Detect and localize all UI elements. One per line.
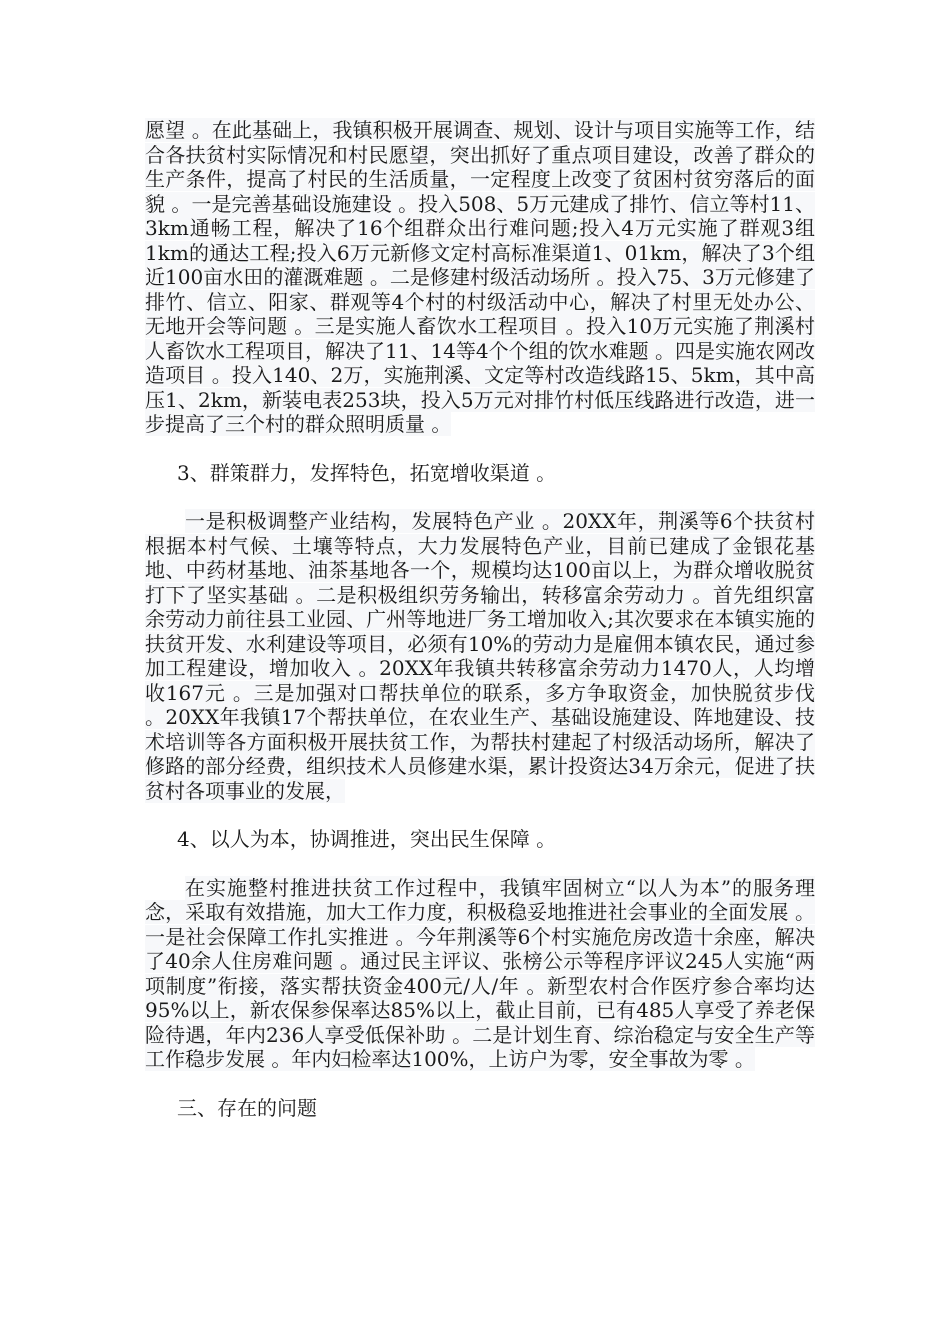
section-heading-income: 3、群策群力，发挥特色，拓宽增收渠道 。	[177, 460, 557, 485]
paragraph-text: 愿望 。在此基础上，我镇积极开展调查、规划、设计与项目实施等工作，结合各扶贫村实际情况和村民愿望，突出抓好了重点项目建设，改善了群众的生产条件，提高了村民的生活质量，一定程度上改变了贫困村贫穷落后的面貌 。一是完善基础设施建设 。投入508、5万元建成了排竹、信立等村11、3km通畅工程，解决了16个组群众出行难问题;投入4万元实施了群观3组1km的通达工程;投入6万元新修文定村高标准渠道1、01km，解决了3个组近100亩水田的灌溉难题 。二是修建村级活动场所 。投入75、3万元修建了排竹、信立、阳家、群观等4个村的村级活动中心，解决了村里无处办公、无地开会等问题 。三是实施人畜饮水工程项目 。投入10万元实施了荆溪村人畜饮水工程项目，解决了11、14等4个个组的饮水难题 。四是实施农网改造项目 。投入140、2万，实施荆溪、文定等村改造线路15、5km，其中高压1、2km，新装电表253块，投入5万元对排竹村低压线路进行改造，进一步提高了三个村的群众照明质量 。	[145, 118, 815, 436]
body-paragraph-social-security	[145, 876, 815, 1072]
body-paragraph-industry	[145, 509, 815, 803]
body-paragraph-infrastructure	[145, 118, 815, 437]
paragraph-text: 在实施整村推进扶贫工作过程中，我镇牢固树立“以人为本”的服务理念，采取有效措施，加大工作力度，积极稳妥地推进社会事业的全面发展 。一是社会保障工作扎实推进 。今年荆溪等6个村实施危房改造十余座，解决了40余人住房难问题 。通过民主评议、张榜公示等程序评议245人实施“两项制度”衔接，落实帮扶资金400元/人/年 。新型农村合作医疗参合率均达95%以上，新农保参保率达85%以上，截止目前，已有485人享受了养老保险待遇，年内236人享受低保补助 。二是计划生育、综治稳定与安全生产等工作稳步发展 。年内妇检率达100%，上访户为零，安全事故为零 。	[145, 875, 815, 1071]
section-heading-livelihood: 4、以人为本，协调推进，突出民生保障 。	[177, 827, 557, 851]
document-page	[145, 118, 815, 1144]
section-heading-problems: 三、存在的问题	[177, 1095, 317, 1120]
paragraph-text: 一是积极调整产业结构，发展特色产业 。20XX年，荆溪等6个扶贫村根据本村气候、土壤等特点，大力发展特色产业，目前已建成了金银花基地、中药材基地、油茶基地各一个，规模均达100亩以上，为群众增收脱贫打下了坚实基础 。二是积极组织劳务输出，转移富余劳动力 。首先组织富余劳动力前往县工业园、广州等地进厂务工增加收入;其次要求在本镇实施的扶贫开发、水利建设等项目，必须有10%的劳动力是雇佣本镇农民，通过参加工程建设，增加收入 。20XX年我镇共转移富余劳动力1470人，人均增收167元 。三是加强对口帮扶单位的联系，多方争取资金，加快脱贫步伐 。20XX年我镇17个帮扶单位，在农业生产、基础设施建设、阵地建设、技术培训等各方面积极开展扶贫工作，为帮扶村建起了村级活动场所，解决了修路的部分经费，组织技术人员修建水渠，累计投资达34万余元，促进了扶贫村各项事业的发展，	[145, 509, 815, 803]
